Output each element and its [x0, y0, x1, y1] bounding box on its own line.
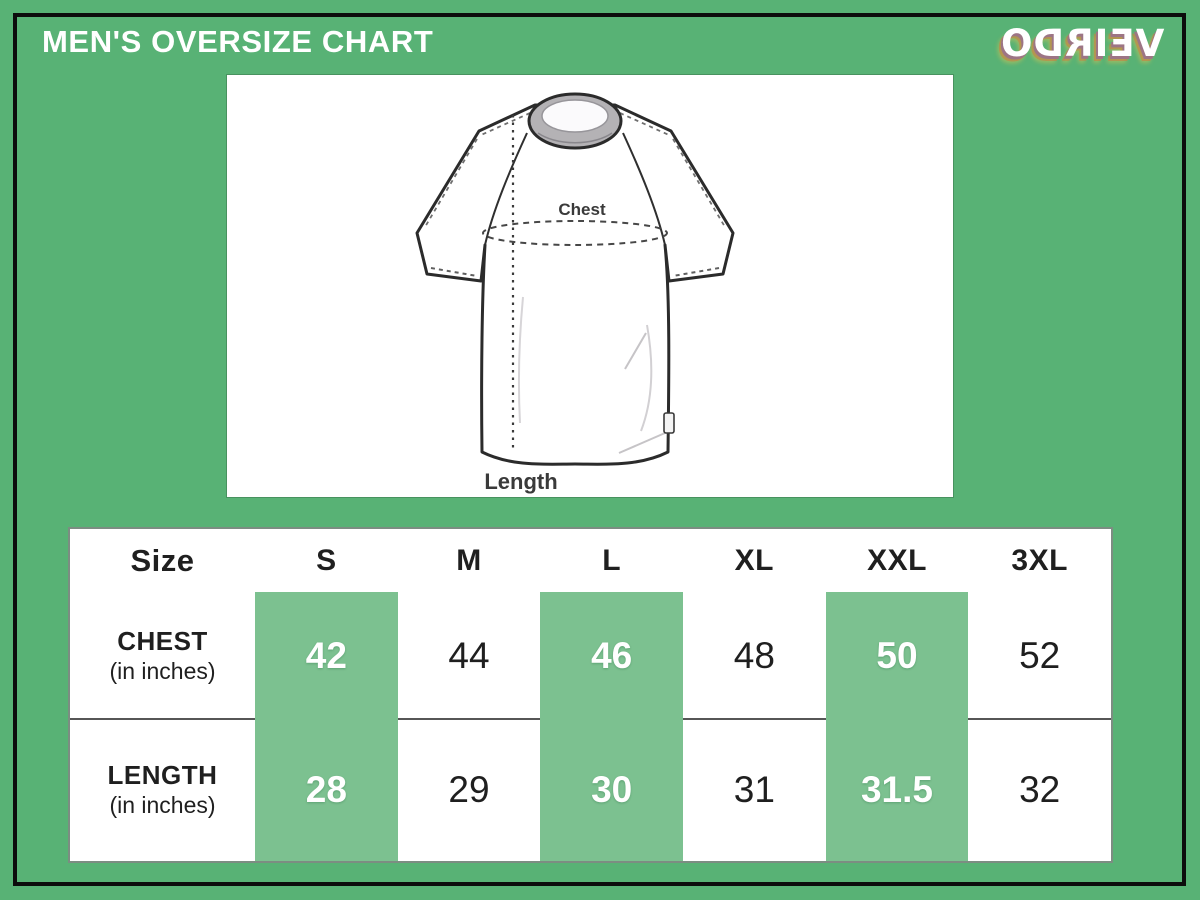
chest-label-sub: (in inches) — [109, 658, 216, 685]
length-value-s: 28 — [305, 768, 347, 810]
length-value-xl: 31 — [733, 768, 775, 810]
header-size: Size — [130, 543, 195, 578]
chest-value-s: 42 — [305, 634, 347, 676]
length-value-3xl: 32 — [1019, 768, 1061, 810]
chest-value-3xl: 52 — [1019, 634, 1061, 676]
header-xl: XL — [734, 544, 774, 577]
chest-value-xxl: 50 — [876, 634, 918, 676]
tshirt-diagram-panel — [227, 75, 953, 497]
size-table-panel — [68, 527, 1113, 863]
length-label: Length — [484, 469, 558, 494]
collar-opening — [542, 100, 608, 132]
length-value-m: 29 — [448, 768, 490, 810]
length-value-l: 30 — [591, 768, 633, 810]
length-label-sub: (in inches) — [109, 792, 216, 819]
hem-tag — [664, 413, 674, 433]
length-label-main: LENGTH — [107, 759, 218, 790]
header-l: L — [602, 544, 622, 577]
size-table — [70, 529, 1111, 861]
header-s: S — [316, 544, 337, 577]
chest-label-main: CHEST — [117, 625, 208, 656]
header-3xl: 3XL — [1011, 544, 1068, 577]
chest-value-m: 44 — [448, 634, 490, 676]
chest-value-xl: 48 — [733, 634, 775, 676]
length-value-xxl: 31.5 — [860, 768, 933, 810]
header-xxl: XXL — [867, 544, 927, 577]
header-m: M — [456, 544, 482, 577]
brand-logo-mirrored: VEIRDO — [999, 22, 1164, 65]
page-title: MEN'S OVERSIZE CHART — [42, 24, 434, 59]
chest-label: Chest — [558, 200, 606, 219]
tshirt-outline — [417, 105, 733, 464]
chest-value-l: 46 — [591, 634, 633, 676]
row-label-chest — [70, 593, 255, 718]
tshirt-measurement-diagram — [227, 75, 953, 497]
row-label-length — [70, 718, 255, 861]
